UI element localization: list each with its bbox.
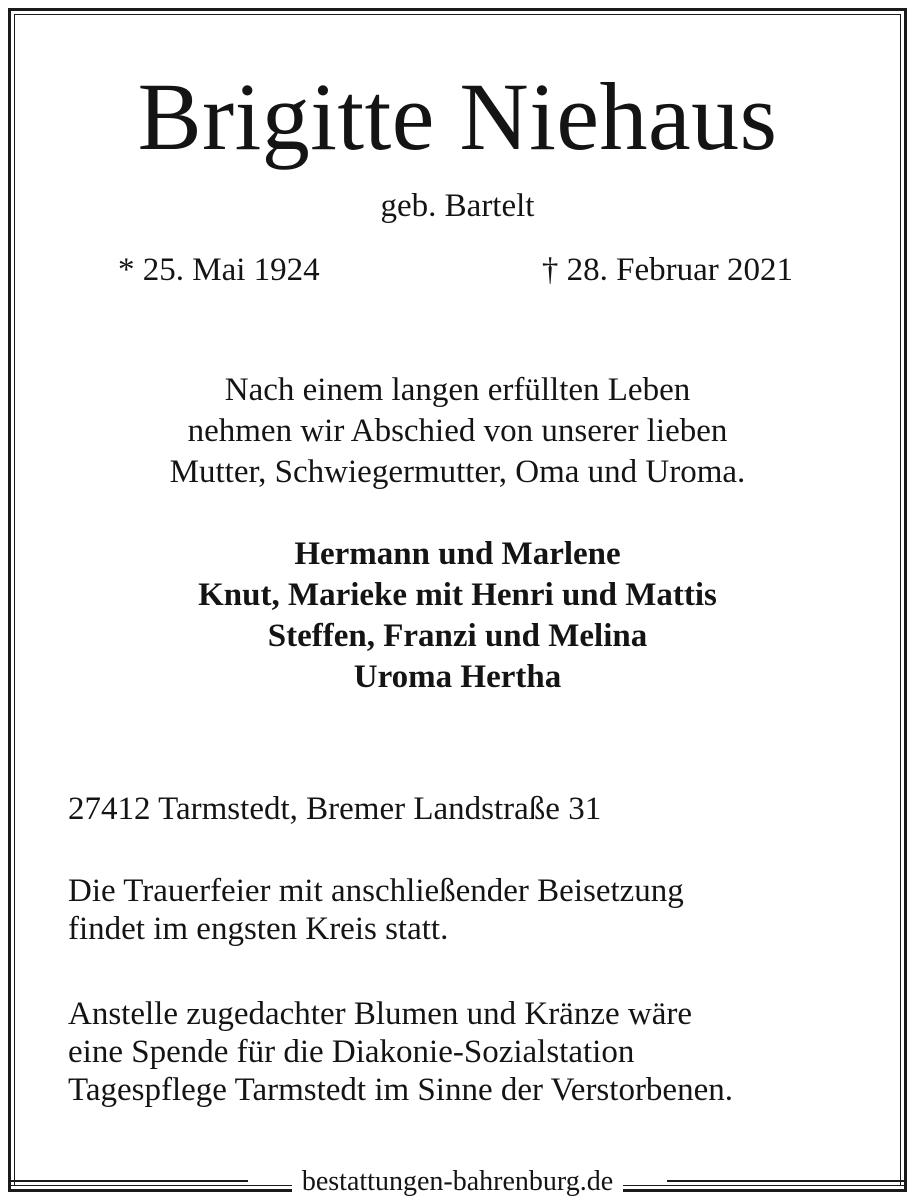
donation-line: Anstelle zugedachter Blumen und Kränze wäre <box>68 996 692 1032</box>
message-line: Nach einem langen erfüllten Leben <box>224 372 691 408</box>
donation-info <box>68 995 888 1109</box>
mourners-list <box>0 534 915 698</box>
mourner-line: Uroma Hertha <box>353 659 562 695</box>
ceremony-line: Die Trauerfeier mit anschließender Beisetzung <box>68 873 684 909</box>
ceremony-info <box>68 872 888 948</box>
maiden-name: geb. Bartelt <box>380 188 535 224</box>
death-date: † 28. Februar 2021 <box>541 252 793 288</box>
mourner-line: Knut, Marieke mit Henri und Mattis <box>198 577 717 613</box>
birth-date: * 25. Mai 1924 <box>118 252 320 288</box>
message-line: Mutter, Schwiegermutter, Oma und Uroma. <box>169 454 746 490</box>
donation-line: eine Spende für die Diakonie-Sozialstation <box>68 1034 635 1070</box>
farewell-message <box>0 370 915 493</box>
mourner-line: Hermann und Marlene <box>294 536 621 572</box>
funeral-home-url[interactable]: bestattungen-bahrenburg.de <box>292 1166 623 1197</box>
donation-line: Tagespflege Tarmstedt im Sinne der Verstorbenen. <box>68 1072 733 1108</box>
ceremony-line: findet im engsten Kreis statt. <box>68 911 449 947</box>
address-line: 27412 Tarmstedt, Bremer Landstraße 31 <box>68 791 602 827</box>
footer <box>0 1166 915 1200</box>
mourner-line: Steffen, Franzi und Melina <box>267 618 648 654</box>
footer-text-wrap <box>0 1166 915 1198</box>
message-line: nehmen wir Abschied von unserer lieben <box>187 413 728 449</box>
address <box>68 790 888 828</box>
deceased-name: Brigitte Niehaus <box>137 63 778 170</box>
